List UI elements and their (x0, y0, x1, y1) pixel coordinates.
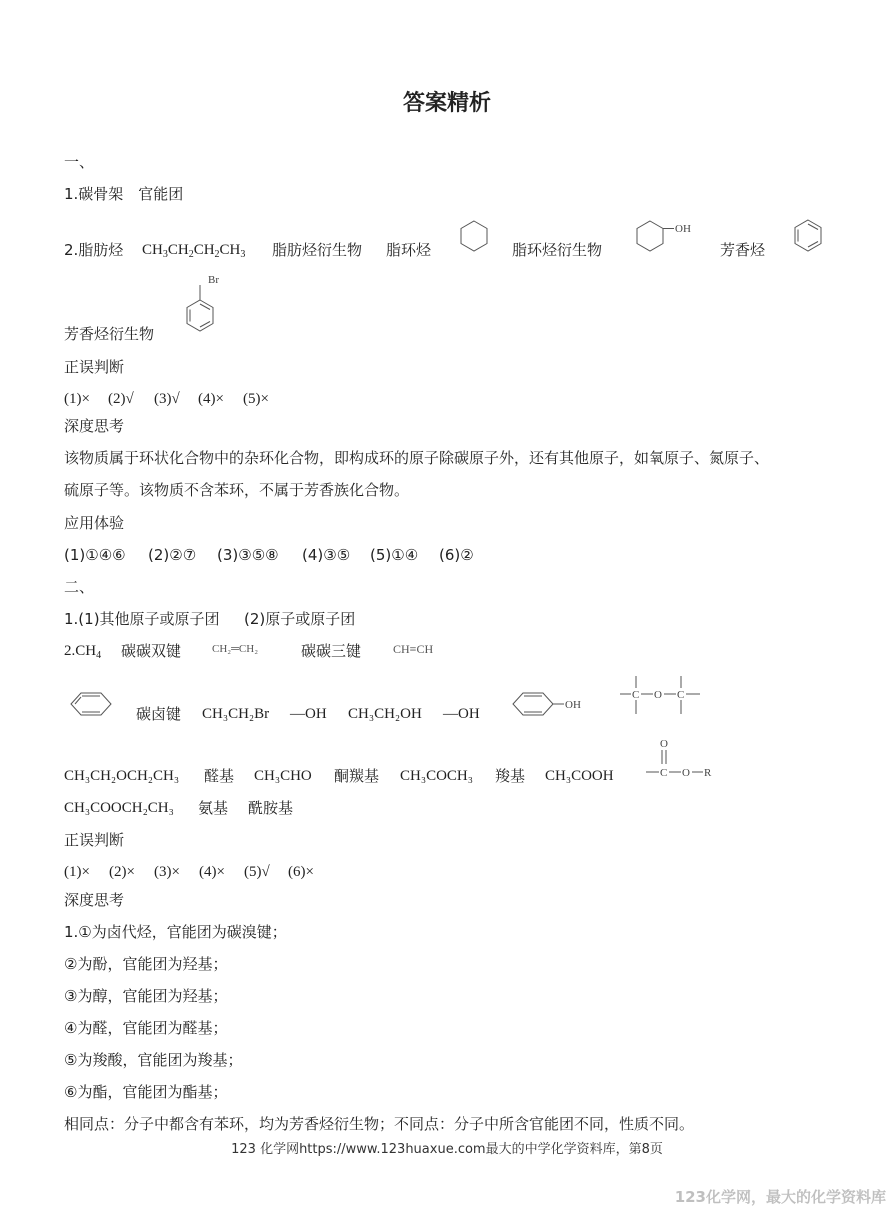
hydroxyl-label: OH (675, 223, 691, 235)
s2-judge-heading: 正误判断 (64, 831, 125, 849)
section-2-heading: 二、 (64, 578, 95, 596)
s1-think-heading: 深度思考 (64, 417, 125, 435)
s2-judge-answers: (1)× (2)× (3)× (4)× (5)√ (6)× (64, 864, 314, 880)
s1-line-3: 芳香烃衍生物 (64, 325, 155, 343)
butane-formula: $CH_3CH_2CH_2CH_3$ (142, 242, 246, 260)
svg-text:O: O (654, 689, 662, 701)
cyclohexane-structure (460, 220, 490, 254)
benzene-structure-2 (70, 692, 112, 720)
benzene-structure (794, 219, 824, 255)
s2-line-5: CH₃COOCH₂CH₃ 氨基 酰胺基 (64, 799, 294, 817)
cyclohexanol-structure (636, 220, 700, 254)
s1-think-line-2: 硫原子等。该物质不含苯环，不属于芳香族化合物。 (64, 481, 410, 499)
ethene-formula: CH₂═CH₂ (212, 643, 259, 655)
ether-group-structure (620, 672, 704, 720)
s1-judge-heading: 正误判断 (64, 358, 125, 376)
s2-think-heading: 深度思考 (64, 891, 125, 909)
bromine-label: Br (208, 274, 219, 286)
watermark: 123化学网，最大的化学资料库 (674, 1188, 886, 1206)
s1-apply-answers: (1)①④⑥ (2)②⑦ (3)③⑤⑧ (4)③⑤ (5)①④ (6)② (64, 546, 474, 564)
alicyclic-derivative: 脂环烃衍生物 (512, 241, 603, 259)
s1-line-1: 1.碳骨架 官能团 (64, 185, 184, 203)
s2-think-line: ④为醛，官能团为醛基； (64, 1019, 228, 1037)
s2-think-line: 相同点：分子中都含有苯环，均为芳香烃衍生物；不同点：分子中所含官能团不同，性质不同。 (64, 1115, 695, 1133)
aromatic-hydrocarbon: 芳香烃 (720, 241, 766, 259)
s1-judge-answers: (1)× (2)√ (3)√ (4)× (5)× (64, 391, 269, 407)
s1-apply-heading: 应用体验 (64, 514, 125, 532)
s2-think-line: ②为酚，官能团为羟基； (64, 955, 228, 973)
svg-text:O: O (682, 767, 690, 779)
phenol-oh-label: OH (565, 699, 581, 711)
section-1-heading: 一、 (64, 153, 95, 171)
s2-line-4: CH₃CH₂OCH₂CH₃ 醛基 CH₃CHO 酮羰基 CH₃COCH₃ 羧基 CH₃COOH (64, 767, 614, 785)
s2-think-line: 1.①为卤代烃，官能团为碳溴键； (64, 923, 287, 941)
carbon-carbon-triple-bond: 碳碳三键 (301, 642, 362, 660)
ester-group-structure (646, 736, 720, 780)
aliphatic-derivative: 脂肪烃衍生物 (272, 241, 363, 259)
svg-text:C: C (632, 689, 640, 701)
s2-line-3: 碳卤键 CH₃CH₂Br —OH CH₃CH₂OH —OH (136, 705, 480, 723)
phenol-structure (512, 692, 592, 720)
s1-think-line-1: 该物质属于环状化合物中的杂环化合物，即构成环的原子除碳原子外，还有其他原子，如氧原子、氮原子、 (64, 449, 770, 467)
s2-think-line: ⑥为酯，官能团为酯基； (64, 1083, 228, 1101)
svg-text:O: O (660, 738, 668, 750)
page-title: 答案精析 (402, 91, 491, 116)
s2-line-1: 1.(1)其他原子或原子团 (2)原子或原子团 (64, 610, 356, 628)
methane-formula: $2.CH_4$ (64, 643, 102, 661)
s2-think-line: ③为醇，官能团为羟基； (64, 987, 228, 1005)
svg-text:C: C (660, 767, 668, 779)
svg-text:C: C (677, 689, 685, 701)
svg-text:R: R (704, 767, 712, 779)
alicyclic-hydrocarbon: 脂环烃 (386, 241, 432, 259)
s2-think-line: ⑤为羧酸，官能团为羧基； (64, 1051, 243, 1069)
carbon-carbon-double-bond: 碳碳双键 (121, 642, 182, 660)
ethyne-formula: CH≡CH (393, 642, 434, 656)
aliphatic-hydrocarbon: 2.脂肪烃 (64, 241, 124, 259)
page-footer: 123 化学网https://www.123huaxue.com最大的中学化学资料库，第8页 (231, 1142, 663, 1157)
bromobenzene-structure (186, 272, 226, 340)
s2-line-2 (64, 641, 764, 663)
